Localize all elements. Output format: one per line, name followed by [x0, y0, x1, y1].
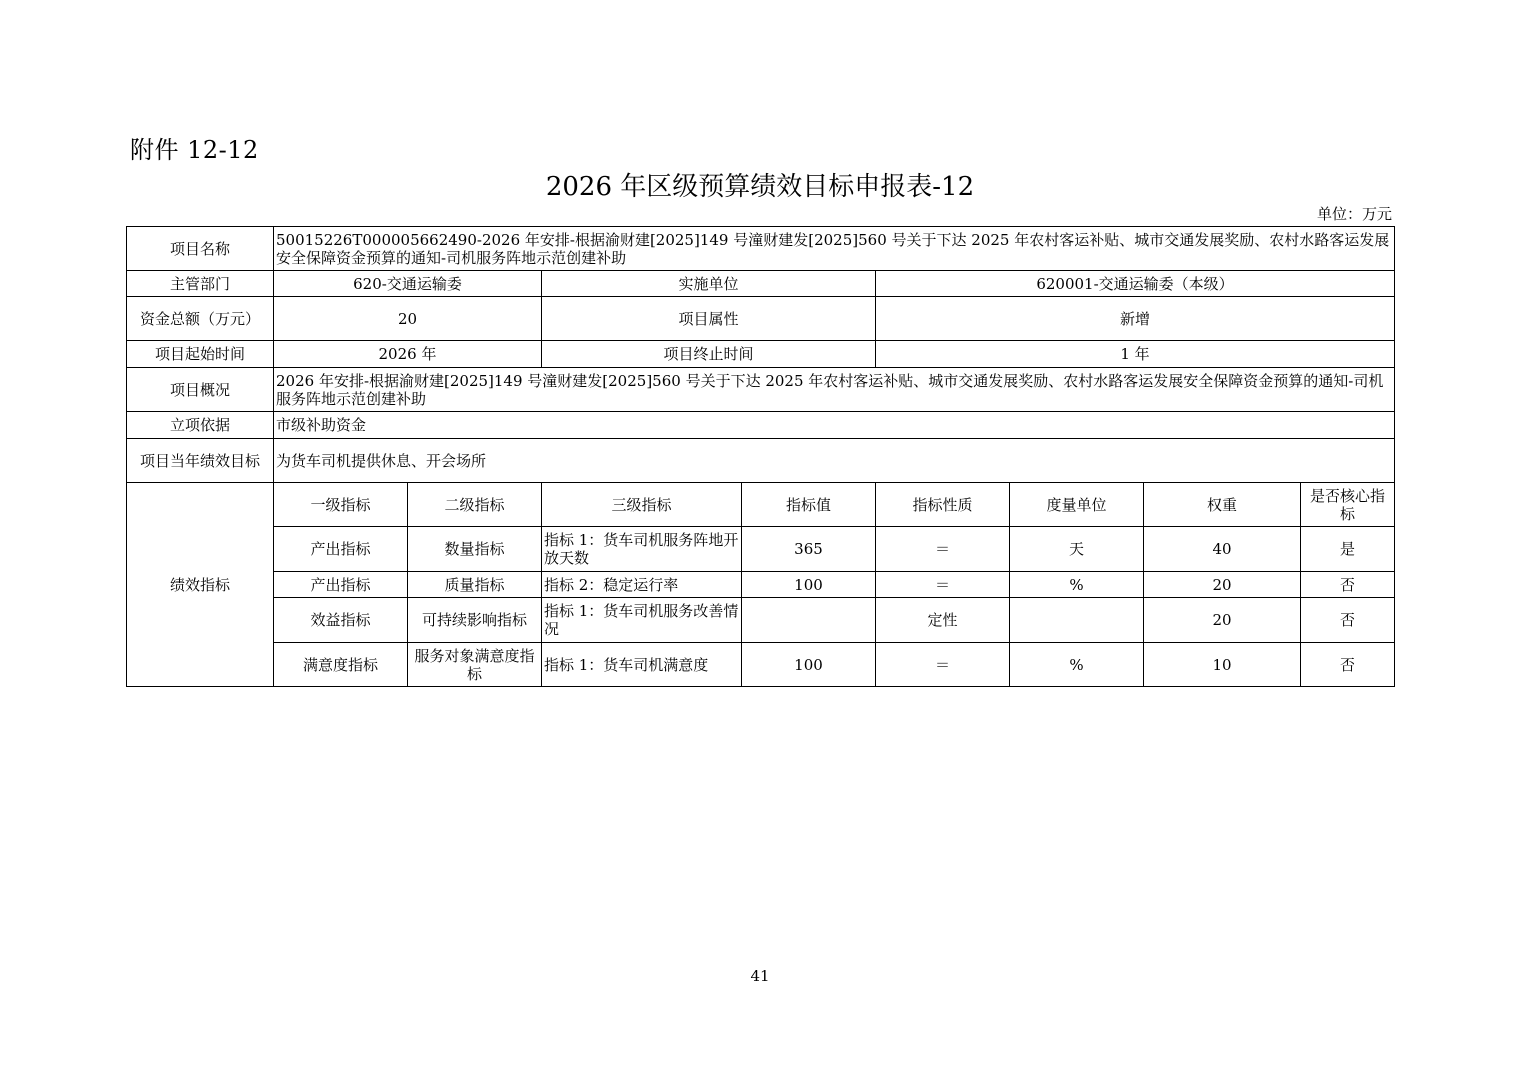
header-cell: 度量单位: [1010, 483, 1144, 527]
attachment-label: 附件 12-12: [130, 136, 259, 164]
header-cell: 权重: [1144, 483, 1301, 527]
value-cell: 100: [742, 572, 876, 598]
row-goal: [127, 439, 1395, 483]
level3-cell: 指标 1：货车司机服务阵地开放天数: [542, 527, 742, 572]
weight-cell: 40: [1144, 527, 1301, 572]
level2-cell: 质量指标: [408, 572, 542, 598]
page-title: 2026 年区级预算绩效目标申报表-12: [545, 172, 975, 202]
core-cell: 否: [1301, 643, 1395, 687]
table-row: [127, 598, 1395, 643]
row-project-name: [127, 227, 1395, 271]
measure-unit-cell: %: [1010, 643, 1144, 687]
goal-value: 为货车司机提供休息、开会场所: [274, 439, 1395, 483]
header-cell: 一级指标: [274, 483, 408, 527]
start-value: 2026 年: [274, 341, 542, 368]
end-label: 项目终止时间: [542, 341, 876, 368]
measure-unit-cell: [1010, 598, 1144, 643]
header-cell: 三级指标: [542, 483, 742, 527]
funds-label: 资金总额（万元）: [127, 297, 274, 341]
row-basis: [127, 412, 1395, 439]
nature-cell: ＝: [876, 572, 1010, 598]
value-cell: [742, 598, 876, 643]
dept-value: 620-交通运输委: [274, 271, 542, 297]
row-overview: [127, 368, 1395, 412]
value-cell: 365: [742, 527, 876, 572]
level2-cell: 数量指标: [408, 527, 542, 572]
header-cell: 指标性质: [876, 483, 1010, 527]
attr-label: 项目属性: [542, 297, 876, 341]
level1-cell: 效益指标: [274, 598, 408, 643]
performance-label: 绩效指标: [127, 483, 274, 687]
header-cell: 指标值: [742, 483, 876, 527]
weight-cell: 20: [1144, 598, 1301, 643]
unit-label: 单位：万元: [1316, 205, 1392, 223]
header-cell: 是否核心指标: [1301, 483, 1395, 527]
basis-value: 市级补助资金: [274, 412, 1395, 439]
row-department: [127, 271, 1395, 297]
goal-label: 项目当年绩效目标: [127, 439, 274, 483]
row-indicator-header: [127, 483, 1395, 527]
row-time: [127, 341, 1395, 368]
impl-unit-label: 实施单位: [542, 271, 876, 297]
budget-performance-table: [126, 226, 1395, 687]
core-cell: 否: [1301, 598, 1395, 643]
end-value: 1 年: [876, 341, 1395, 368]
weight-cell: 10: [1144, 643, 1301, 687]
row-funds: [127, 297, 1395, 341]
level3-cell: 指标 1：货车司机满意度: [542, 643, 742, 687]
level1-cell: 满意度指标: [274, 643, 408, 687]
measure-unit-cell: %: [1010, 572, 1144, 598]
page-number: 41: [750, 967, 770, 985]
nature-cell: 定性: [876, 598, 1010, 643]
start-label: 项目起始时间: [127, 341, 274, 368]
project-name-value: 50015226T000005662490-2026 年安排-根据渝财建[2025]149 号潼财建发[2025]560 号关于下达 2025 年农村客运补贴、城市交通发展奖励、农村水路客运发展安全保障资金预算的通知-司机服务阵地示范创建补助: [274, 227, 1395, 271]
level1-cell: 产出指标: [274, 527, 408, 572]
level1-cell: 产出指标: [274, 572, 408, 598]
basis-label: 立项依据: [127, 412, 274, 439]
level3-cell: 指标 2：稳定运行率: [542, 572, 742, 598]
level2-cell: 服务对象满意度指标: [408, 643, 542, 687]
level2-cell: 可持续影响指标: [408, 598, 542, 643]
overview-value: 2026 年安排-根据渝财建[2025]149 号潼财建发[2025]560 号关于下达 2025 年农村客运补贴、城市交通发展奖励、农村水路客运发展安全保障资金预算的通知-司机服务阵地示范创建补助: [274, 368, 1395, 412]
table-row: [127, 572, 1395, 598]
impl-unit-value: 620001-交通运输委（本级）: [876, 271, 1395, 297]
measure-unit-cell: 天: [1010, 527, 1144, 572]
overview-label: 项目概况: [127, 368, 274, 412]
level3-cell: 指标 1：货车司机服务改善情况: [542, 598, 742, 643]
nature-cell: ＝: [876, 643, 1010, 687]
funds-value: 20: [274, 297, 542, 341]
header-cell: 二级指标: [408, 483, 542, 527]
nature-cell: ＝: [876, 527, 1010, 572]
core-cell: 否: [1301, 572, 1395, 598]
weight-cell: 20: [1144, 572, 1301, 598]
project-name-label: 项目名称: [127, 227, 274, 271]
attr-value: 新增: [876, 297, 1395, 341]
dept-label: 主管部门: [127, 271, 274, 297]
value-cell: 100: [742, 643, 876, 687]
core-cell: 是: [1301, 527, 1395, 572]
table-row: [127, 527, 1395, 572]
table-row: [127, 643, 1395, 687]
